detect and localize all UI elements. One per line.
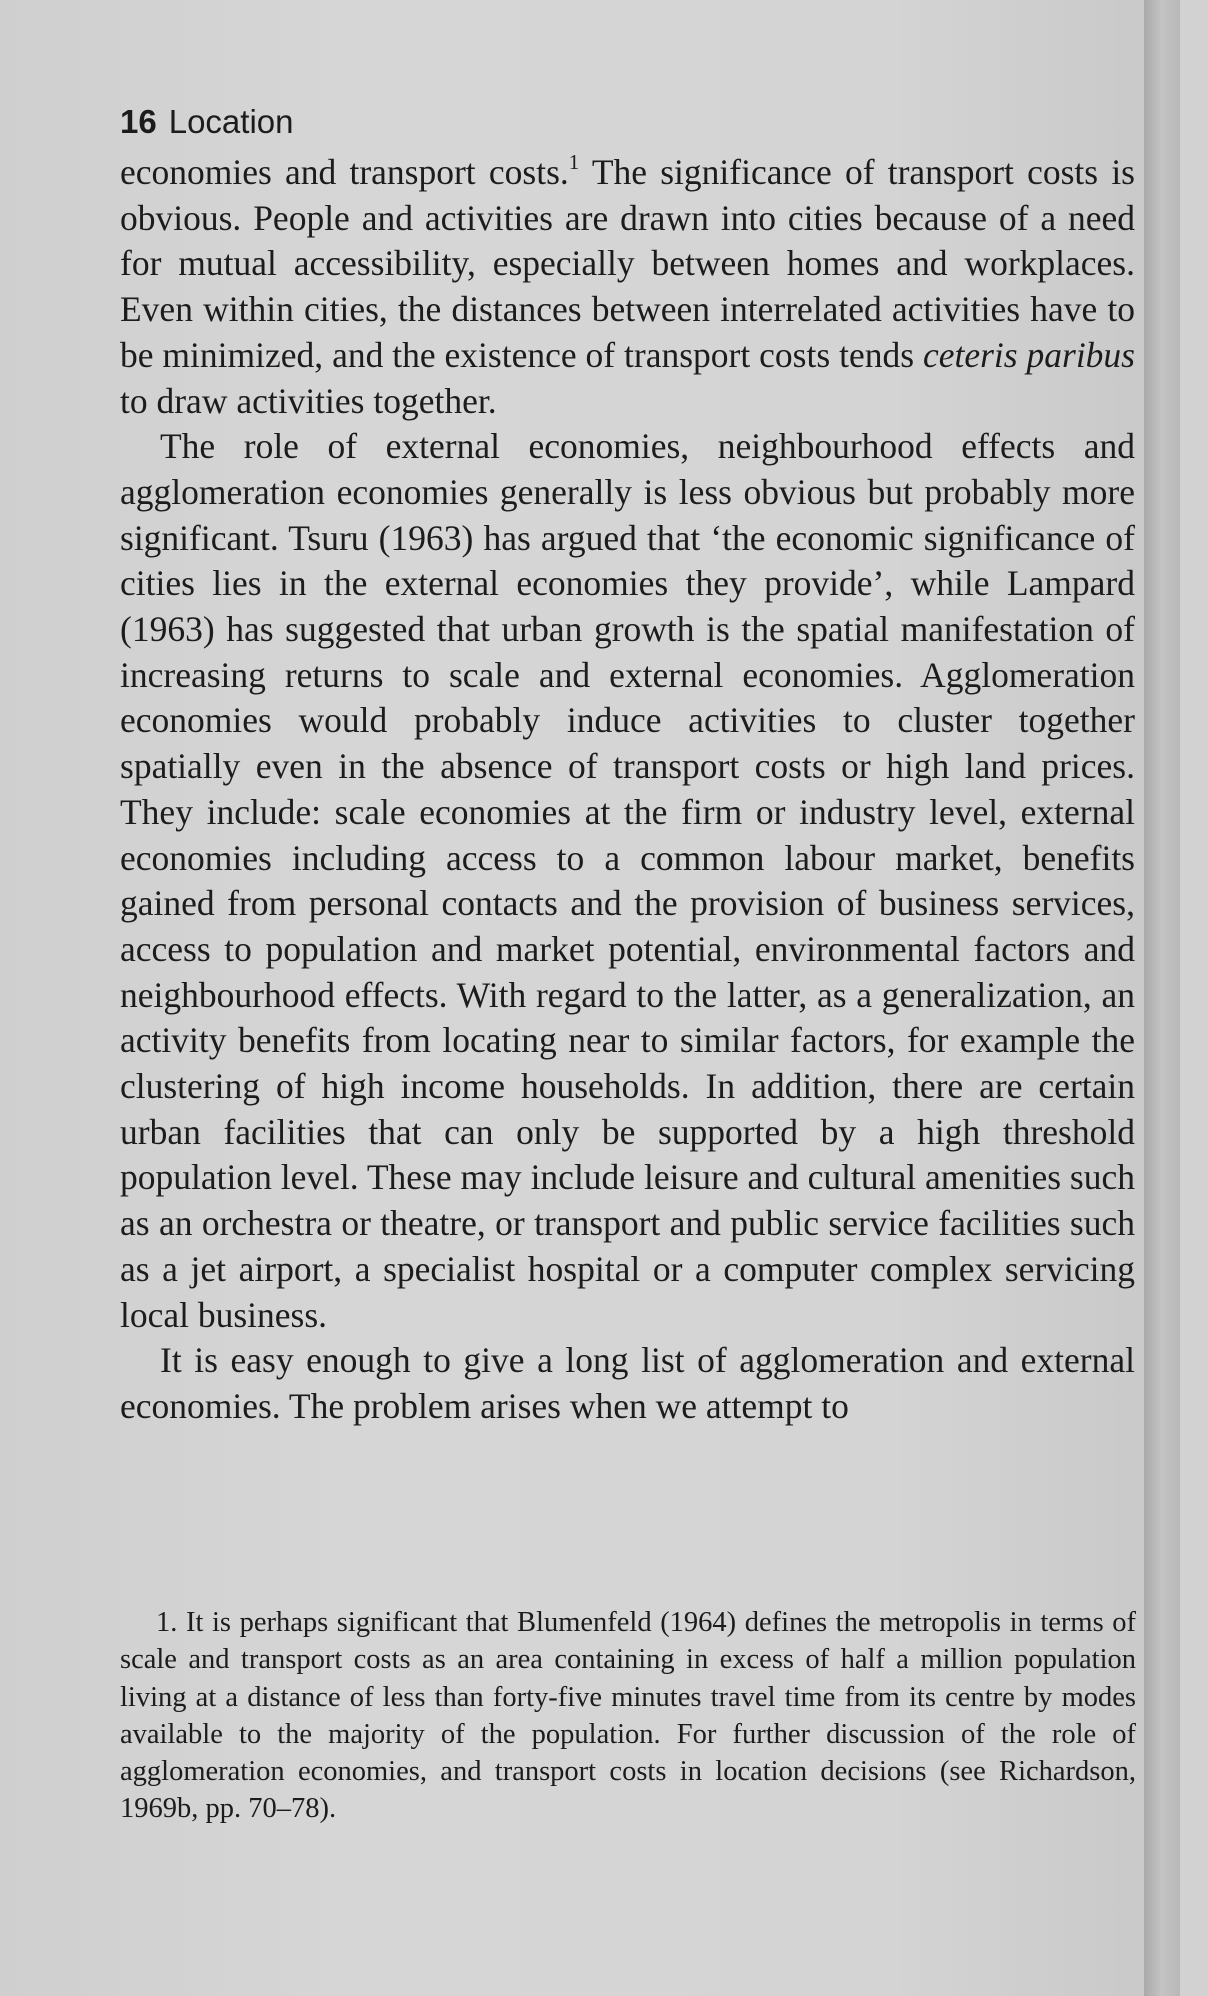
footnote: 1. It is perhaps significant that Blumenfeld (1964) defines the metropolis in terms of scale and transport costs as an area containing in excess of half a million population living at a distance of less than forty-five minutes travel time from its centre by modes available to the majority of the population. For further discussion of the role of agglomeration economies, and transport costs in location decisions (see Richardson, 1969b, pp. 70–78). [120, 1607, 1136, 1825]
running-head [120, 100, 293, 144]
italic-phrase: ceteris paribus [922, 334, 1135, 375]
paragraph-1-before-mark: economies and transport costs. [120, 152, 569, 192]
paragraph-3: It is easy enough to give a long list of agglomeration and external economies. The problem arises when we attempt to [120, 1340, 1135, 1426]
body-text [120, 150, 1135, 1430]
page-edge-shadow [1144, 0, 1180, 1996]
section-title: Location [168, 103, 294, 140]
paragraph-2: The role of external economies, neighbourhood effects and agglomeration economies generally is less obvious but probably more significant. Tsuru (1963) has argued that ‘the economic significance of cities lies in the external economies they provide’, while Lampard (1963) has suggested that urban growth is the spatial manifestation of increasing returns to scale and external economies. Agglomeration economies would probably induce activities to cluster together spatially even in the absence of transport costs or high land prices. They include: scale economies at the firm or industry level, external economies including access to a common labour market, benefits gained from personal contacts and the provision of business services, access to population and market potential, environmental factors and neighbourhood effects. With regard to the latter, as a generalization, an activity benefits from locating near to similar factors, for example the clustering of high income households. In addition, there are certain urban facilities that can only be supported by a high threshold population level. These may include leisure and cultural amenities such as an orchestra or theatre, or transport and public service facilities such as a jet airport, a specialist hospital or a computer complex servicing local business. [120, 426, 1135, 1335]
footnote-reference-mark: 1 [568, 150, 580, 174]
paragraph-1-end: to draw activities together. [120, 380, 497, 421]
page-number: 16 [120, 103, 157, 140]
paragraph-1 [120, 150, 1135, 424]
paragraph-1-after-mark: The significance of transport costs is obvious. People and activities are drawn into cities because of a need for mutual accessibility, especially between homes and workplaces. Even within cities, the distances between interrelated activities have to be minimized, and the existence of transport costs tends [120, 152, 1135, 375]
